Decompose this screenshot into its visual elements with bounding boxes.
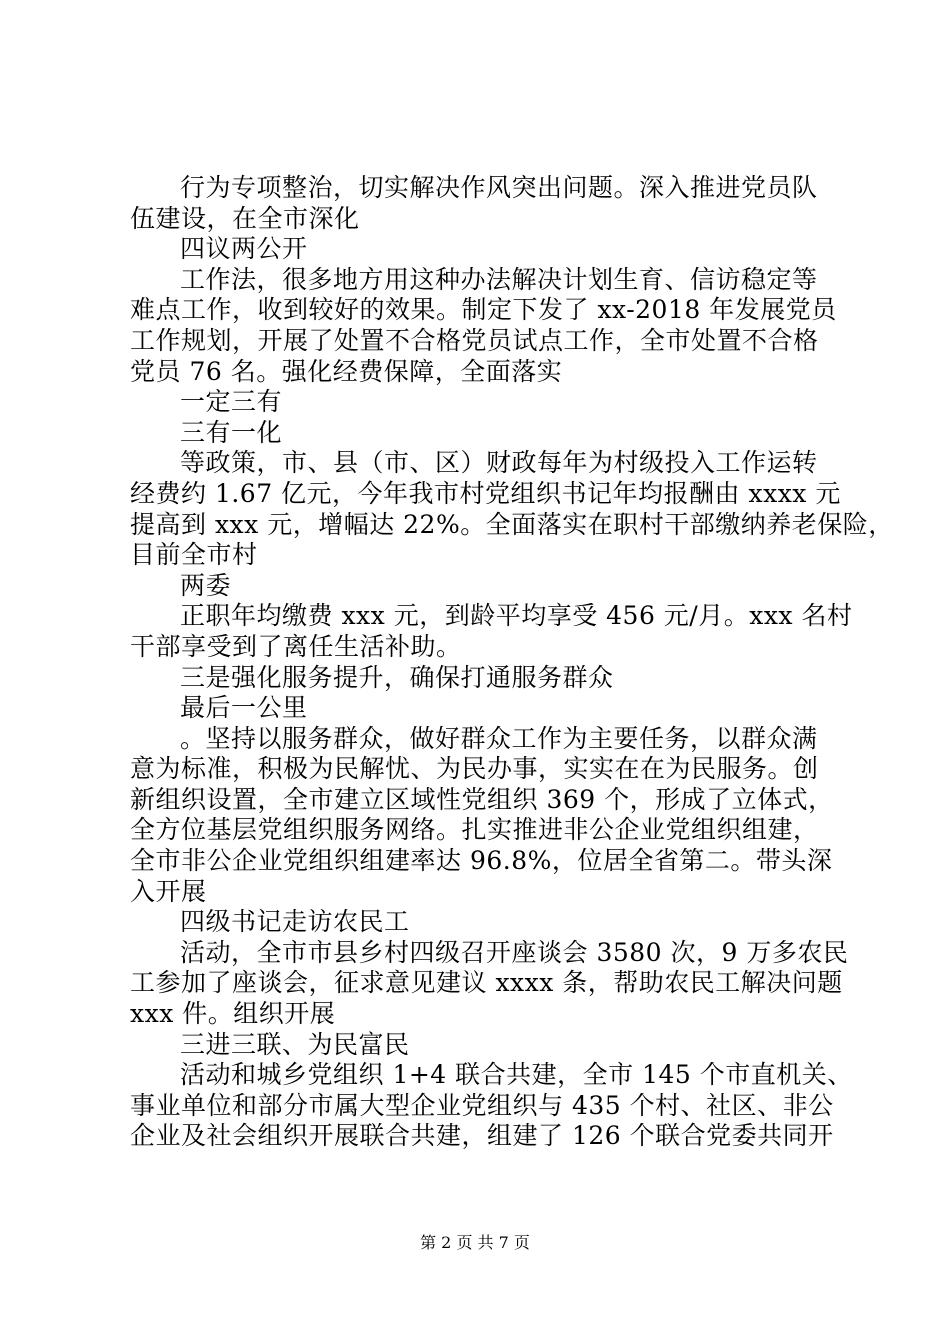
- text-line: 工作法，很多地方用这种办法解决计划生育、信访稳定等: [180, 264, 818, 294]
- text-line: 党员 76 名。强化经费保障，全面落实: [130, 356, 563, 386]
- text-line: 。坚持以服务群众，做好群众工作为主要任务，以群众满: [180, 723, 818, 753]
- text-line: 最后一公里: [180, 693, 308, 723]
- text-line: 企业及社会组织开展联合共建，组建了 126 个联合党委共同开: [130, 1121, 834, 1151]
- text-line: 活动，全市市县乡村四级召开座谈会 3580 次，9 万多农民: [180, 937, 849, 967]
- text-line: 工参加了座谈会，征求意见建议 xxxx 条，帮助农民工解决问题: [130, 968, 843, 998]
- text-line: 正职年均缴费 xxx 元，到龄平均享受 456 元/月。xxx 名村: [180, 601, 853, 631]
- text-line: 行为专项整治，切实解决作风突出问题。深入推进党员队: [180, 173, 818, 202]
- text-line: 等政策，市、县（市、区）财政每年为村级投入工作运转: [180, 448, 818, 478]
- text-line: 工作规划，开展了处置不合格党员试点工作，全市处置不合格: [130, 325, 819, 355]
- text-line: 四议两公开: [180, 234, 308, 264]
- text-line: 意为标准，积极为民解忧、为民办事，实实在在为民服务。创: [130, 754, 819, 784]
- text-line: 三是强化服务提升，确保打通服务群众: [180, 662, 614, 692]
- text-line: 难点工作，收到较好的效果。制定下发了 xx-2018 年发展党员: [130, 295, 837, 325]
- text-line: 一定三有: [180, 387, 283, 417]
- text-line: 全方位基层党组织服务网络。扎实推进非公企业党组织组建，: [130, 815, 819, 845]
- text-line: 四级书记走访农民工: [180, 907, 410, 937]
- text-line: 三进三联、为民富民: [180, 1029, 410, 1059]
- text-line: 提高到 xxx 元，增幅达 22%。全面落实在职村干部缴纳养老保险，: [130, 509, 894, 539]
- text-line: xxx 件。组织开展: [130, 999, 336, 1029]
- document-body: [130, 173, 894, 1152]
- text-line: 入开展: [130, 876, 207, 906]
- page-footer: 第 2 页 共 7 页: [420, 1233, 530, 1252]
- text-line: 伍建设，在全市深化: [130, 203, 360, 233]
- text-line: 活动和城乡党组织 1+4 联合共建，全市 145 个市直机关、: [180, 1060, 853, 1090]
- text-line: 经费约 1.67 亿元，今年我市村党组织书记年均报酬由 xxxx 元: [130, 478, 841, 508]
- text-line: 干部享受到了离任生活补助。: [130, 631, 462, 661]
- text-line: 三有一化: [180, 417, 283, 447]
- text-line: 全市非公企业党组织组建率达 96.8%，位居全省第二。带头深: [130, 846, 833, 876]
- text-line: 事业单位和部分市属大型企业党组织与 435 个村、社区、非公: [130, 1090, 834, 1120]
- text-line: 新组织设置，全市建立区域性党组织 369 个，形成了立体式，: [130, 784, 834, 814]
- text-line: 目前全市村: [130, 540, 258, 570]
- text-line: 两委: [180, 570, 232, 600]
